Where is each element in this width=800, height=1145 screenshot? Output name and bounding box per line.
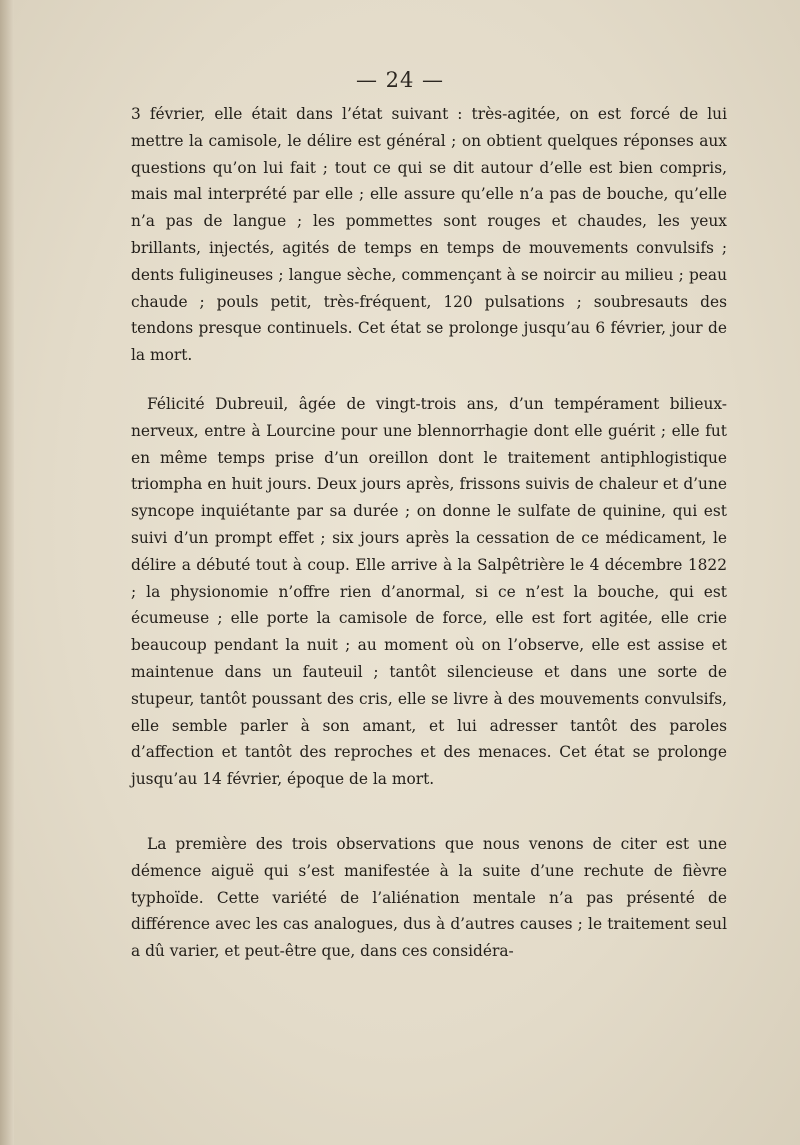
paragraph-2 [131,391,727,793]
paragraph-3-text: La première des trois observations que nous venons de citer est une démence aiguë qui s’est manifestée à la suite d’une rechute de fièvre typhoïde. Cette variété de l’aliénation mentale n’a pas présenté de différence avec les cas analogues, dus à d’autres causes ; le traitement seul a dû varier, et peut-être que, dans ces considéra- [131,835,727,961]
paragraph-2-text: Félicité Dubreuil, âgée de vingt-trois ans, d’un tempérament bilieux-nerveux, entre à Lourcine pour une blennorrhagie dont elle guérit ; elle fut en même temps prise d’un oreillon dont le traitement antiphlogistique triompha en huit jours. Deux jours après, frissons suivis de chaleur et d’une syncope inquiétante par sa durée ; on donne le sulfate de quinine, qui est suivi d’un prompt effet ; six jours après la cessation de ce médicament, le délire a débuté tout à coup. Elle arrive à la Salpêtrière le 4 décembre 1822 ; la physionomie n’offre rien d’anormal, si ce n’est la bouche, qui est écumeuse ; elle porte la camisole de force, elle est fort agitée, elle crie beaucoup pendant la nuit ; au moment où on l’observe, elle est assise et maintenue dans un fauteuil ; tantôt silencieuse et dans une sorte de stupeur, tantôt poussant des cris, elle se livre à des mouvements convulsifs, elle semble parler à son amant, et lui adresser tantôt des paroles d’affection et tantôt des reproches et des menaces. Cet état se prolonge jusqu’au 14 février, époque de la mort. [131,395,727,789]
paragraph-3 [131,831,727,965]
page-binding-shadow [0,0,14,1145]
page-number: — 24 — [355,68,445,92]
paragraph-1-text: 3 février, elle était dans l’état suivant : très-agitée, on est forcé de lui mettre la camisole, le délire est général ; on obtient quelques réponses aux questions qu’on lui fait ; tout ce qui se dit autour d’elle est bien compris, mais mal interprété par elle ; elle assure qu’elle n’a pas de bouche, qu’elle n’a pas de langue ; les pommettes sont rouges et chaudes, les yeux brillants, injectés, agités de temps en temps de mouvements convulsifs ; dents fuligineuses ; langue sèche, commençant à se noircir au milieu ; peau chaude ; pouls petit, très-fréquent, 120 pulsations ; soubresauts des tendons presque continuels. Cet état se prolonge jusqu’au 6 février, jour de la mort. [131,105,727,365]
paragraph-1 [131,101,727,369]
